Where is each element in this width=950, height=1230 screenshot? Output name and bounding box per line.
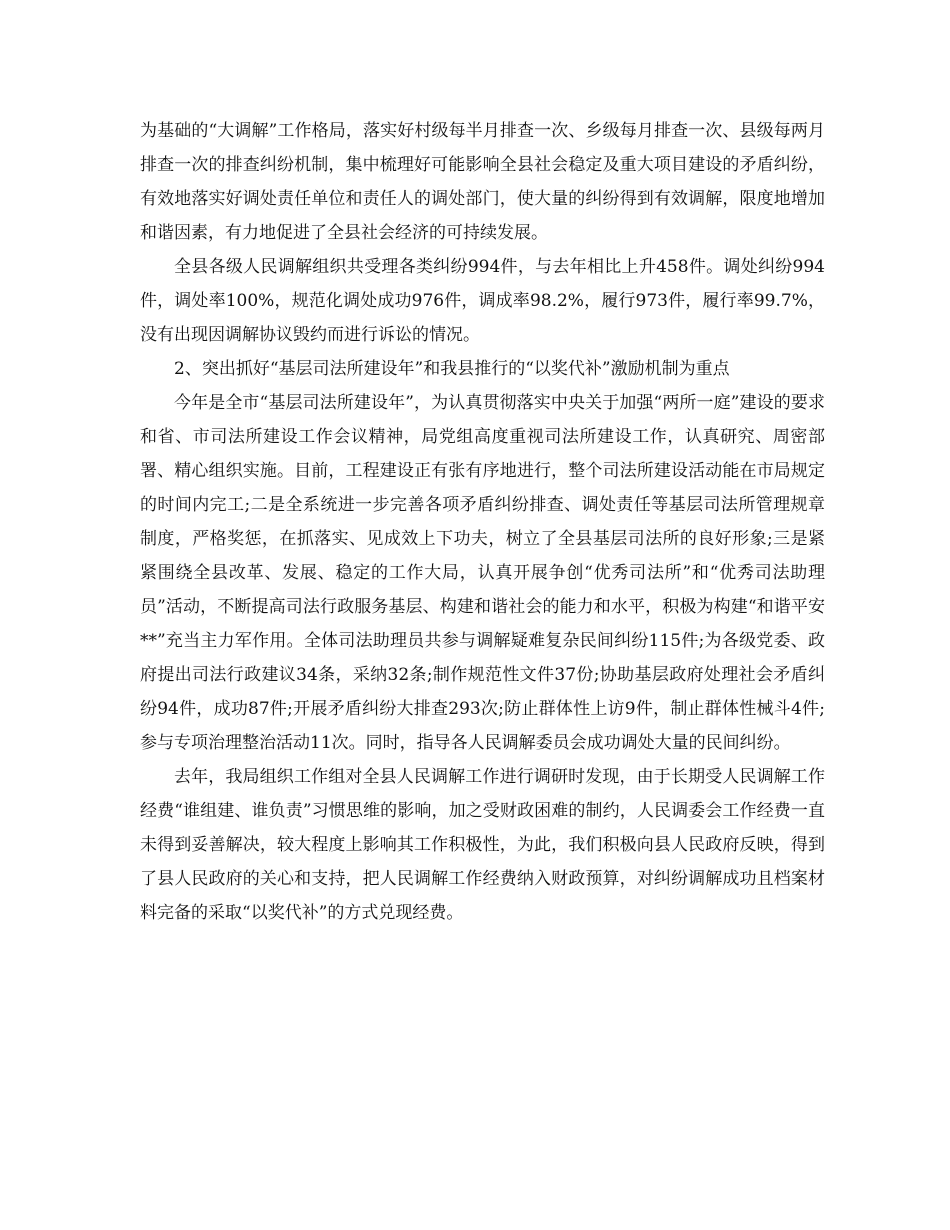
document-body (140, 114, 825, 930)
paragraph-judicial-office-construction: 今年是全市“基层司法所建设年”，为认真贯彻落实中央关于加强“两所一庭”建设的要求和省、市司法所建设工作会议精神，局党组高度重视司法所建设工作，认真研究、周密部署、精心组织实施。目前，工程建设正有张有序地进行，整个司法所建设活动能在市局规定的时间内完工;二是全系统进一步完善各项矛盾纠纷排查、调处责任等基层司法所管理规章制度，严格奖惩，在抓落实、见成效上下功夫，树立了全县基层司法所的良好形象;三是紧紧围绕全县改革、发展、稳定的工作大局，认真开展争创“优秀司法所”和“优秀司法助理员”活动，不断提高司法行政服务基层、构建和谐社会的能力和水平，积极为构建“和谐平安**”充当主力军作用。全体司法助理员共参与调解疑难复杂民间纠纷115件;为各级党委、政府提出司法行政建议34条，采纳32条;制作规范性文件37份;协助基层政府处理社会矛盾纠纷94件，成功87件;开展矛盾纠纷大排查293次;防止群体性上访9件，制止群体性械斗4件;参与专项治理整治活动11次。同时，指导各人民调解委员会成功调处大量的民间纠纷。 (140, 393, 825, 753)
paragraph-reward-subsidy: 去年，我局组织工作组对全县人民调解工作进行调研时发现，由于长期受人民调解工作经费“谁组建、谁负责”习惯思维的影响，加之受财政困难的制约，人民调委会工作经费一直未得到妥善解决，较大程度上影响其工作积极性，为此，我们积极向县人民政府反映，得到了县人民政府的关心和支持，把人民调解工作经费纳入财政预算，对纠纷调解成功且档案材料完备的采取“以奖代补”的方式兑现经费。 (140, 767, 825, 923)
section-heading: 2、突出抓好“基层司法所建设年”和我县推行的“以奖代补”激励机制为重点 (174, 359, 730, 379)
paragraph-continuation: 为基础的“大调解”工作格局，落实好村级每半月排查一次、乡级每月排查一次、县级每两月排查一次的排查纠纷机制，集中梳理好可能影响全县社会稳定及重大项目建设的矛盾纠纷，有效地落实好调处责任单位和责任人的调处部门，使大量的纠纷得到有效调解，限度地增加和谐因素，有力地促进了全县社会经济的可持续发展。 (140, 121, 825, 243)
paragraph-mediation-statistics: 全县各级人民调解组织共受理各类纠纷994件，与去年相比上升458件。调处纠纷994件，调处率100%，规范化调处成功976件，调成率98.2%，履行973件，履行率99.7%，没有出现因调解协议毁约而进行诉讼的情况。 (140, 257, 825, 345)
